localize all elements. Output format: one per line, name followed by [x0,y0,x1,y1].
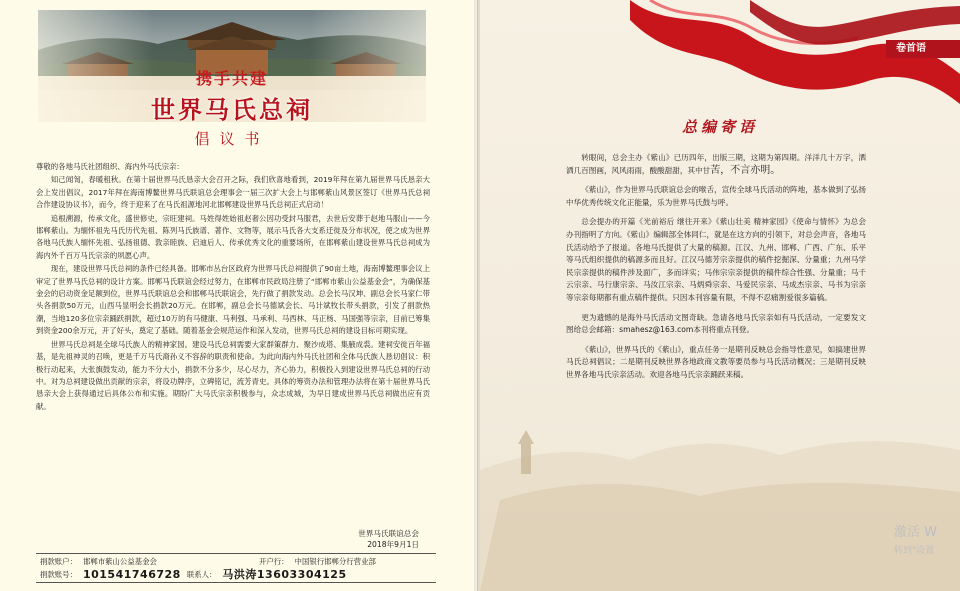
proposal-paragraph: 追根溯源，传承文化，盛世修史，宗旺建祠。马姓得姓始祖赵奢公因功受封马服君，去世后安葬于赵地马服山——今邯郸紫山。为缅怀祖先马氏历代先祖、陈列马氏族谱、著作、文物等，展示马氏各大支系迁徙及分布状况，使之成为世界各地马氏族人缅怀先祖、弘扬祖德、敦亲睦族、启迪后人、传承优秀文化的重要场所，在邯郸紫山建设世界马氏总祠成为海内外千百万马氏宗亲的夙愿心声。 [36,213,430,260]
banner-title-line1: 携手共建 [195,69,268,88]
account-name-label: 捐款账户： [40,557,77,566]
account-number: 101541746728 [82,568,181,581]
banner-title-main: 世界马氏总祠 [151,95,313,124]
account-name: 邯郸市紫山公益基金会 [82,557,157,566]
contact-label: 联系人： [186,570,217,579]
editor-note-heading: 总编寄语 [681,118,758,136]
editor-note-body [566,152,866,389]
proposal-body [36,161,430,414]
proposal-paragraph: 现在，建设世界马氏总祠的条件已经具备。邯郸市丛台区政府为世界马氏总祠提供了90亩土地，海南博鳌理事会议上审定了世界马氏总祠的设计方案。邯郸马氏联谊会经过努力，在邯郸市民政局注册了“邯郸市紫山公益基金会”，为确保基金会的启动资金足额到位，世界马氏联谊总会和邯郸马氏联谊会，先行做了捐款发动。总会长马汉坤、副总会长马家仁带头各捐款50万元，山西马显明会长捐款20万元。在邯郸，副总会长马德斌会长、马计斌牧长带头捐款，引发了捐款热潮，当地120多位宗亲踊跃捐款，超过10万的有马健康、马利强、马承利、马西林、马正杨、马国强等宗亲，目前已筹集到资金200余万元，开了好头，奠定了基础。随着基金会规范运作和深入发动，世界马氏总祠的建设目标可期实现。 [36,264,430,336]
editor-note-paragraph: 《紫山》，作为世界马氏联谊总会的喉舌，宣传全球马氏活动的阵地，基本做到了弘扬中华优秀传统文化正能量，乐为世界马氏鼓与呼。 [566,185,866,207]
activation-watermark [894,524,954,560]
proposal-salutation: 尊敬的各地马氏社团组织、海内外马氏宗亲： [36,162,184,171]
section-tag: 卷首语 [886,40,960,58]
donation-row-number [40,568,432,581]
signature-date: 2018年9月1日 [367,540,419,549]
banner-title-proposal: 倡议书 [194,130,270,148]
proposal-banner [38,10,426,150]
editor-note-paragraph: 更为遗憾的是海外马氏活动文图奇缺。急请各地马氏宗亲如有马氏活动，一定要发文图给总会邮箱：smahesz@163.com本刊将重点刊登。 [566,312,866,335]
signature-org: 世界马氏联谊总会 [358,529,419,538]
contact-person: 马洪涛13603304125 [222,568,347,581]
proposal-signature [358,528,419,550]
right-page [480,0,960,591]
donation-row-account [40,555,432,568]
left-page [0,0,478,591]
bank-name: 中国银行邯郸分行营业部 [294,557,376,566]
editor-note-paragraph: 《紫山》，世界马氏的《紫山》，重点任务一是期刊反映总会指导性意见，如搞建世界马氏总祠倡议；二是期刊反映世界各地政商文教等要员参与马氏活动概况；三是期刊反映世界各地马氏宗亲活动。欢迎各地马氏宗亲踊跃来稿。 [566,344,866,379]
watermark-line1: 激活 W [894,525,937,540]
editor-note-p1: 转眼间，总会主办《紫山》已历四年，出版三期，这期为第四期。洋洋几十万字，洒洒几百图画，风风雨雨，酸酸甜甜，其中甘 [566,153,866,175]
watermark-line2: 转到"设置 [894,546,935,556]
editor-note-p1-tail: 苦，不言亦明。 [710,164,781,176]
proposal-paragraph: 世界马氏总祠是全球马氏族人的精神家园。建设马氏总祠需要大家群策群力、聚沙成塔、集腋成裘。建祠安徙百年福基，是先祖神灵的召唤，更是千万马氏裔孙义不容辞的职责和使命。为此向海内外马氏社团和全体马氏族人恳切倡议：积极行动起来，大张旗鼓发动，能力不分大小，捐款不分多少，尽心尽力，齐心协力，积极投入到建设世界马氏总祠的行动中。对为总祠建设做出贡献的宗亲，将设功牌序，立碑铭记，流芳青史。具体的筹资办法和管理办法将在第十届世界马氏恳亲大会上获得通过后具体公布和实施。期盼广大马氏宗亲积极参与，众志成城，为早日建成世界马氏总祠做出应有贡献。 [36,339,430,411]
editor-note-paragraph [566,152,866,177]
bank-label: 开户行： [258,557,289,566]
donation-info [36,553,436,583]
editor-note-paragraph: 总会提办的开篇《光前裕后 继往开来》《紫山壮美 精神家园》《使命与情怀》为总会办刊指明了方向。《紫山》编辑部全体同仁，就是在这方向的引领下，对总会声音，各地马氏活动给予了报道。各地马氏提供了大量的稿源。江汉、九州、邯郸、广西、广东、乐平等马氏组织提供的稿源多而且好。江汉马德芳宗亲提供的稿件挖掘深、分量重；九州马学民宗亲提供的稿件涉及面广，多而详实；马伟宗宗亲提供的稿件综合性强、分量重；马千云宗亲、马行康宗亲、马汝江宗亲、马炳舜宗亲、马爱民宗亲、马成杰宗亲、马书为宗亲等宗亲每期都有重点稿件提供。只因本刊容量有限，不得不忍痛割爱很多篇稿。 [566,217,866,302]
proposal-paragraph: 知己闻訇，春暖租秋。在第十届世界马氏恳亲大会召开之际，我们欣喜地看到，2019年拜在第九届世界马氏恳亲大会上发出倡议，2017年拜在海南博鳌世界马氏联谊总会理事会一届三次扩大会上与邯郸紫山风景区签订《世界马氏总祠合作建设协议书》，而今，终于迎来了在马氏祖源地河北邯郸建设世界马氏总祠正式启动！ [36,175,430,210]
account-no-label: 捐款账号： [40,570,77,579]
